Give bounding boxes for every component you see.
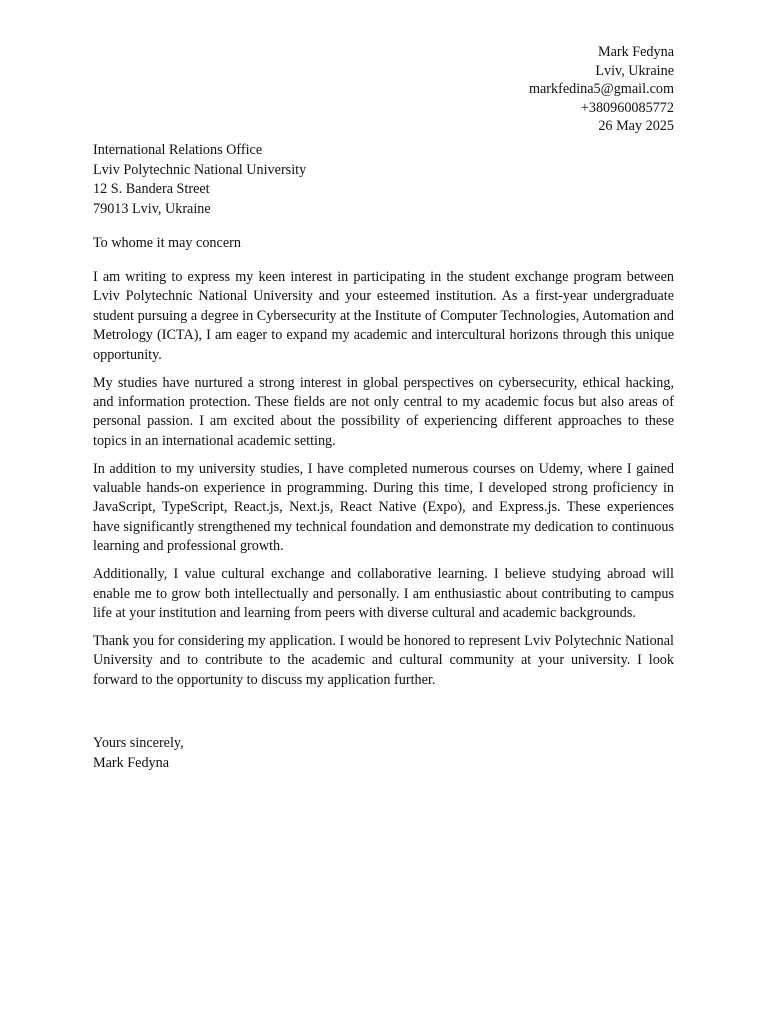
body-paragraph-2: My studies have nurtured a strong interest in global perspectives on cybersecurity, ethical hacking, and information protection. These fields are not only central to my academic focus but also areas of personal passion. I am excited about the possibility of experiencing different approaches to these topics in an international academic setting. bbox=[93, 374, 674, 449]
recipient-university: Lviv Polytechnic National University bbox=[93, 161, 307, 178]
recipient-office: International Relations Office bbox=[93, 142, 263, 158]
sender-location: Lviv, Ukraine bbox=[595, 62, 674, 79]
recipient-block bbox=[93, 141, 306, 220]
body-paragraph-5: Thank you for considering my application. I would be honored to represent Lviv Polytechnic National University and to contribute to the academic and cultural community at your university. I look forward to the opportunity to discuss my application further. bbox=[93, 632, 674, 688]
body-paragraph-3: In addition to my university studies, I have completed numerous courses on Udemy, where I gained valuable hands-on experience in programming. During this time, I developed strong proficiency in JavaScript, TypeScript, React.js, Next.js, React Native (Expo), and Express.js. These experiences have significantly strengthened my technical foundation and demonstrate my dedication to continuous learning and professional growth. bbox=[93, 460, 674, 555]
sender-block bbox=[529, 43, 674, 136]
signature-name: Mark Fedyna bbox=[93, 754, 170, 771]
recipient-street: 12 S. Bandera Street bbox=[93, 181, 210, 198]
recipient-city: 79013 Lviv, Ukraine bbox=[93, 201, 211, 218]
valediction: Yours sincerely, bbox=[93, 735, 184, 751]
sender-name: Mark Fedyna bbox=[597, 44, 674, 60]
body-paragraph-1: I am writing to express my keen interest in participating in the student exchange program between Lviv Polytechnic National University and your esteemed institution. As a first-year undergraduate student pursuing a degree in Cybersecurity at the Institute of Computer Technologies, Automation and Metrology (ICTA), I am eager to expand my academic and intercultural horizons through this unique opportunity. bbox=[93, 269, 674, 363]
sender-phone: +380960085772 bbox=[580, 99, 674, 116]
letter-date: 26 May 2025 bbox=[598, 118, 674, 134]
salutation: To whome it may concern bbox=[93, 235, 241, 251]
body-paragraph-4: Additionally, I value cultural exchange and collaborative learning. I believe studying abroad will enable me to grow both intellectually and personally. I am enthusiastic about contributing to campus life at your institution and learning from peers with diverse cultural and academic backgrounds. bbox=[93, 566, 674, 621]
closing-block bbox=[93, 734, 184, 773]
sender-email: markfedina5@gmail.com bbox=[528, 81, 674, 97]
letter-body bbox=[93, 268, 674, 699]
